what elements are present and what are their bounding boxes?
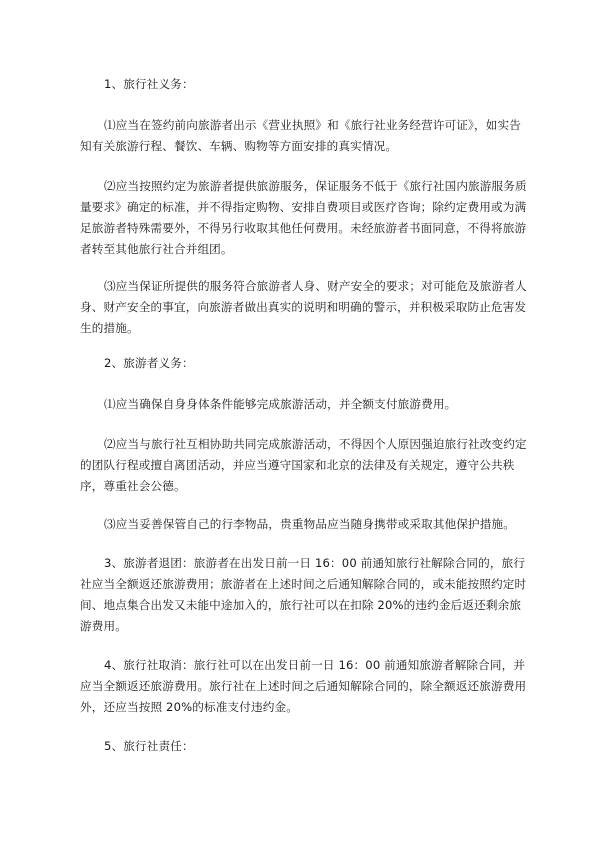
section-heading-agency-responsibility: 5、旅行社责任：: [104, 739, 194, 753]
section-heading-travel-agency-obligations: 1、旅行社义务：: [104, 77, 194, 91]
paragraph-tourist-obligation-2: ⑵应当与旅行社互相协助共同完成旅游活动，不得因个人原因强迫旅行社改变约定的团队行程或擅自离团活动，并应当遵守国家和北京的法律及有关规定，遵守公共秩序，尊重社会公德。: [80, 437, 527, 493]
paragraph-tourist-obligation-1: ⑴应当确保自身身体条件能够完成旅游活动，并全额支付旅游费用。: [104, 397, 457, 411]
paragraph-agency-obligation-1: ⑴应当在签约前向旅游者出示《营业执照》和《旅行社业务经营许可证》，如实告知有关旅游行程、餐饮、车辆、购物等方面安排的真实情况。: [80, 118, 521, 153]
section-heading-tourist-obligations: 2、旅游者义务：: [104, 356, 194, 370]
paragraph-agency-obligation-2: ⑵应当按照约定为旅游者提供旅游服务，保证服务不低于《旅行社国内旅游服务质量要求》确定的标准，并不得指定购物、安排自费项目或医疗咨询；除约定费用或为满足旅游者特殊需要外，不得另行收取其他任何费用。未经旅游者书面同意，不得将旅游者转至其他旅行社合并组团。: [80, 179, 527, 256]
paragraph-agency-cancellation: 4、旅行社取消：旅行社可以在出发日前一日 16：00 前通知旅游者解除合同，并应当全额返还旅游费用。旅行社在上述时间之后通知解除合同的，除全额返还旅游费用外，还应当按照 20%的标准支付违约金。: [80, 658, 527, 714]
paragraph-tourist-obligation-3: ⑶应当妥善保管自己的行李物品，贵重物品应当随身携带或采取其他保护措施。: [104, 517, 516, 531]
document-page: [80, 0, 528, 842]
paragraph-agency-obligation-3: ⑶应当保证所提供的服务符合旅游者人身、财产安全的要求；对可能危及旅游者人身、财产安全的事宜，向旅游者做出真实的说明和明确的警示，并积极采取防止危害发生的措施。: [80, 279, 527, 335]
paragraph-tourist-withdrawal: 3、旅游者退团：旅游者在出发日前一日 16：00 前通知旅行社解除合同的，旅行社应当全额返还旅游费用；旅游者在上述时间之后通知解除合同的，或未能按照约定时间、地点集合出发又未能中途加入的，旅行社可以在扣除 20%的违约金后返还剩余旅游费用。: [80, 556, 527, 633]
